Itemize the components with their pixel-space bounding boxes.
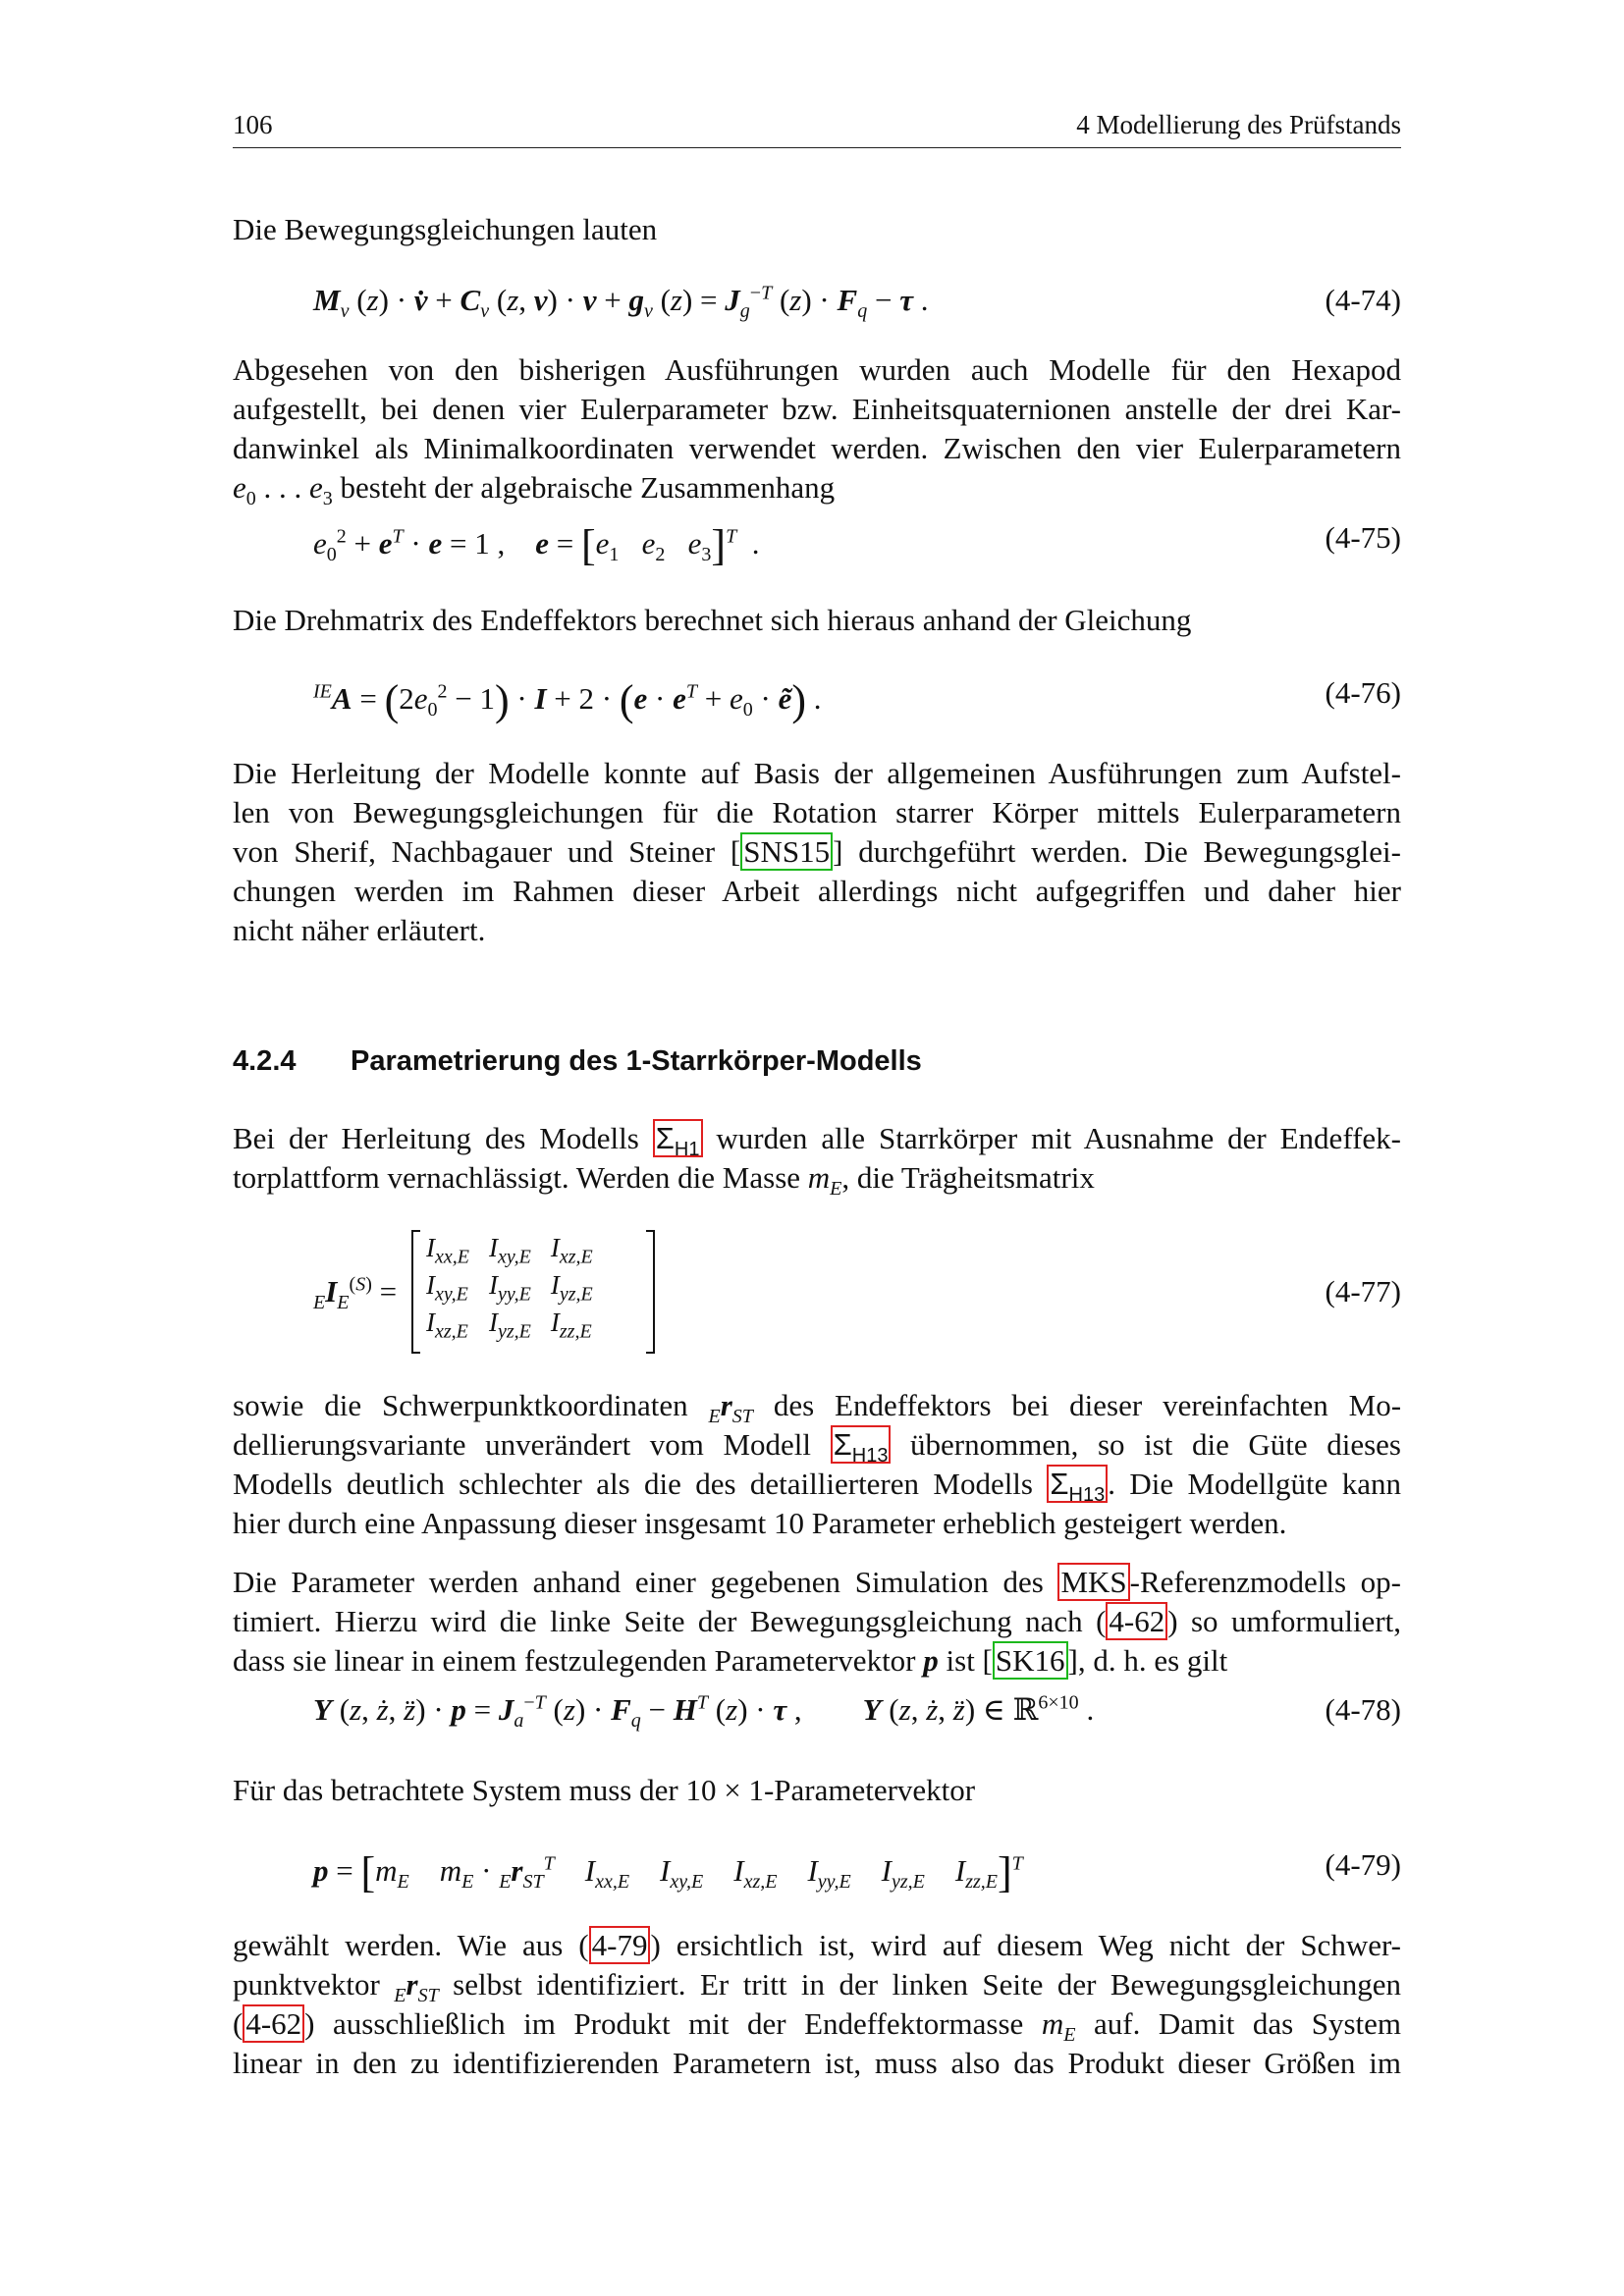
- text-line: torplattform vernachlässigt. Werden die Masse $m_E$, die Trägheitsmatrix: [233, 1160, 1095, 1201]
- section-heading: [233, 1045, 922, 1078]
- equation-number: (4-76): [1325, 675, 1401, 710]
- text-line: Die Herleitung der Modelle konnte auf Basis der allgemeinen Ausführungen zum Aufstel-: [233, 756, 1401, 790]
- text-line: dellierungsvariante unverändert vom Modell $\Sigma_{H13}$ übernommen, so ist die Güte dieses: [233, 1427, 1401, 1468]
- text-line: (4-62) ausschließlich im Produkt mit der Endeffektormasse $m_E$ auf. Damit das System: [233, 2006, 1402, 2047]
- equation-number: (4-74): [1325, 283, 1401, 317]
- text-line: von Sherif, Nachbagauer und Steiner [SNS15] durchgeführt werden. Die Bewegungsglei-: [233, 834, 1401, 869]
- text-line: Bei der Herleitung des Modells $\Sigma_{H1}$ wurden alle Starrkörper mit Ausnahme der Endeffek-: [233, 1121, 1401, 1161]
- paragraph-euler-parameters: [233, 350, 1401, 510]
- page-number: 106: [233, 110, 273, 139]
- text-line: danwinkel als Minimalkoordinaten verwendet werden. Zwischen den vier Eulerparametern: [233, 431, 1401, 465]
- equation-4-77: $_EI_E^{(S)}$ = (4-77): [313, 1273, 1401, 1314]
- text-line: chungen werden im Rahmen dieser Arbeit allerdings nicht aufgegriffen und daher hier: [233, 874, 1401, 908]
- equation-4-74: $M_v$ (z) · v̇ + $C_v$ (z, $v) \cdot v + g_v$ $(z) = J_g^{-T}$ $(z) \cdot F_q - \tau$ . (4-74): [313, 282, 1401, 323]
- text-line: nicht näher erläutert.: [233, 913, 486, 947]
- equation-number: (4-77): [1325, 1274, 1401, 1308]
- section-title: Parametrierung des 1-Starrkörper-Modells: [351, 1045, 922, 1077]
- paragraph-model-h1: [233, 1119, 1401, 1201]
- citation-link[interactable]: SK16: [993, 1641, 1068, 1680]
- equation-ref-link[interactable]: 4-79: [589, 1926, 651, 1964]
- paragraph-parameter-optimization: [233, 1563, 1401, 1681]
- text-line: dass sie linear in einem festzulegenden Parametervektor p ist [SK16], d. h. es gilt: [233, 1643, 1228, 1678]
- equation-ref-link[interactable]: 4-62: [1106, 1602, 1167, 1640]
- text-line: hier durch eine Anpassung dieser insgesamt 10 Parameter erheblich gesteigert werden.: [233, 1506, 1287, 1540]
- equation-number: (4-75): [1325, 520, 1401, 555]
- equation-4-75: $e_0^2 + e^T \cdot e = 1$ , $e = [e_1$ $e_2$ $e_3]^T$ . (4-75): [313, 520, 1401, 569]
- paragraph-center-of-mass: [233, 1926, 1401, 2083]
- equation-number: (4-78): [1325, 1692, 1401, 1727]
- text-line: Die Parameter werden anhand einer gegebenen Simulation des MKS-Referenzmodells op-: [233, 1565, 1402, 1599]
- paragraph-parameter-vector: Für das betrachtete System muss der 10 × 1-Parametervektor: [233, 1773, 976, 1807]
- model-link[interactable]: $\Sigma_{H13}$: [831, 1425, 892, 1464]
- text-line: aufgestellt, bei denen vier Eulerparameter bzw. Einheitsquaternionen anstelle der drei Kar-: [233, 392, 1401, 426]
- equation-4-79: $p = [m_E$ $m_E \cdot _Er_{ST}^T$ $I_{xx,E}$ $I_{xy,E}$ $I_{xz,E}$ $I_{yy,E}$ $I_{yz,E}$ $I_{zz,E}]^T$ (4-79): [313, 1847, 1401, 1896]
- model-link[interactable]: $\Sigma_{H13}$: [1047, 1465, 1108, 1503]
- equation-ref-link[interactable]: 4-62: [243, 2004, 304, 2043]
- citation-link[interactable]: SNS15: [740, 832, 833, 871]
- equation-4-78: Y (z, ż, z̈) · $p = J_a^{-T}$ $(z) \cdot F_q - H^T$ (z) · τ , Y (z, ż, z̈) ∈ ℝ$^{6\times 10}$ . (4-78): [313, 1691, 1401, 1733]
- text-line: gewählt werden. Wie aus (4-79) ersichtlich ist, wird auf diesem Weg nicht der Schwer-: [233, 1928, 1401, 1962]
- text-line: Modells deutlich schlechter als die des detaillierteren Modells $\Sigma_{H13}$. Die Modellgüte kann: [233, 1467, 1401, 1507]
- text-line: $e_0$ . . . $e_3$ besteht der algebraische Zusammenhang: [233, 470, 836, 510]
- paragraph-rotation-matrix: Die Drehmatrix des Endeffektors berechnet sich hieraus anhand der Gleichung: [233, 603, 1192, 637]
- section-number: 4.2.4: [233, 1045, 297, 1077]
- model-link[interactable]: $\Sigma_{H1}$: [653, 1119, 703, 1157]
- paragraph-model-h13: [233, 1386, 1401, 1543]
- text-line: linear in den zu identifizierenden Parametern ist, muss also das Produkt dieser Größen im: [233, 2046, 1401, 2080]
- intro-text: Die Bewegungsgleichungen lauten: [233, 212, 658, 246]
- inertia-matrix: $I_{xx,E}$ $I_{xy,E}$ $I_{xz,E}$ $I_{xy,E}$ $I_{yy,E}$ $I_{yz,E}$ $I_{xz,E}$ $I_{yz,E}$ $I_{zz,E}$: [410, 1227, 597, 1339]
- running-header: [233, 110, 1401, 148]
- equation-4-76: $^{IE}A = (2e_0^2 - 1) \cdot I + 2 \cdot (e \cdot e^T + e_0$ · ẽ) . (4-76): [313, 675, 1401, 724]
- chapter-title: 4 Modellierung des Prüfstands: [1076, 110, 1401, 139]
- text-line: Abgesehen von den bisherigen Ausführungen wurden auch Modelle für den Hexapod: [233, 352, 1401, 387]
- text-line: timiert. Hierzu wird die linke Seite der Bewegungsgleichung nach (4-62) so umformuliert,: [233, 1604, 1402, 1638]
- text-line: punktvektor $_Er_{ST}$ selbst identifiziert. Er tritt in der linken Seite der Bewegungsgleichungen: [233, 1967, 1402, 2007]
- text-line: sowie die Schwerpunktkoordinaten $_Er_{ST}$ des Endeffektors bei dieser vereinfachten Mo-: [233, 1388, 1402, 1428]
- equation-number: (4-79): [1325, 1847, 1401, 1882]
- text-line: len von Bewegungsgleichungen für die Rotation starrer Körper mittels Eulerparametern: [233, 795, 1401, 829]
- acronym-link[interactable]: MKS: [1057, 1563, 1129, 1601]
- paragraph-derivation: [233, 754, 1401, 950]
